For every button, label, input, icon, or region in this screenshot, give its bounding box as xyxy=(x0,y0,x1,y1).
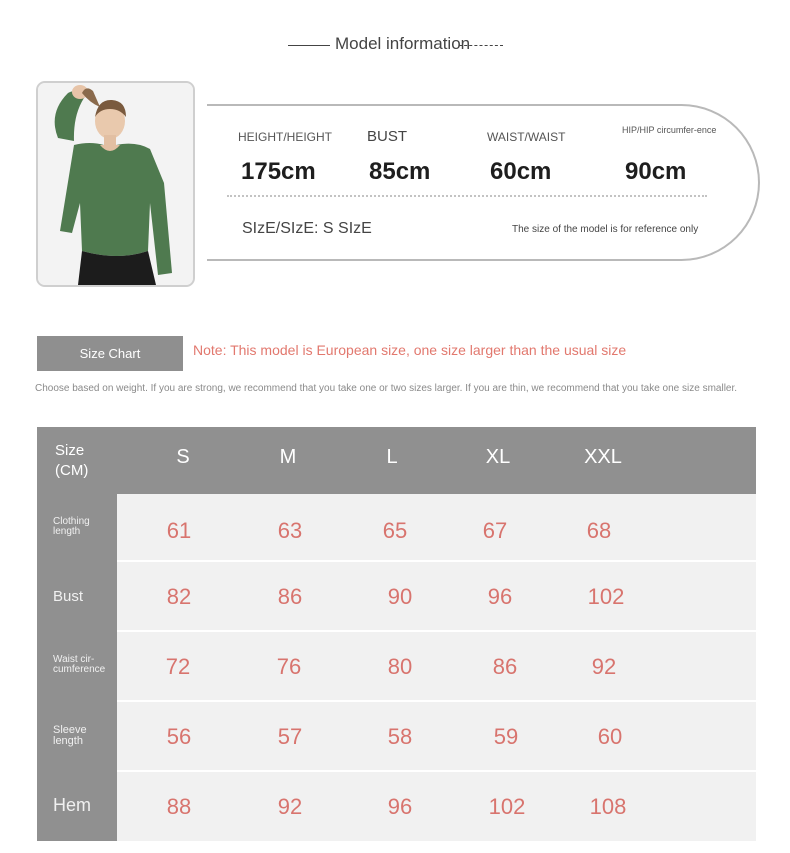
table-cell: 88 xyxy=(166,794,192,819)
height-label: HEIGHT/HEIGHT xyxy=(238,130,333,144)
row-label-line1: Clothing xyxy=(53,516,90,527)
size-cm-header xyxy=(55,441,88,481)
row-label-line2: length xyxy=(53,735,83,747)
size-chart-tab: Size Chart xyxy=(37,336,183,371)
size-table xyxy=(37,427,756,841)
row-label-line2: cumference xyxy=(53,664,106,675)
table-label-column xyxy=(37,427,117,841)
row-label-hem xyxy=(53,795,91,816)
table-cell: 80 xyxy=(387,654,413,679)
table-cell: 86 xyxy=(492,654,518,679)
table-cell: 58 xyxy=(387,724,413,749)
table-cell: 63 xyxy=(277,518,303,543)
table-cell: 57 xyxy=(277,724,303,749)
model-size: SIzE/SIzE: S SIzE xyxy=(242,220,372,237)
size-header-xxl: XXL xyxy=(584,446,622,468)
size-advice: Choose based on weight. If you are strong, we recommend that you take one or two sizes larger. If you are thin, we recommend that you take one size smaller. xyxy=(35,383,738,394)
height-value: 175cm xyxy=(241,158,316,185)
page-title: Model information xyxy=(335,34,471,53)
table-cell: 59 xyxy=(493,724,519,749)
table-cell: 90 xyxy=(387,584,413,609)
row-label-sleeve-length xyxy=(53,725,87,747)
table-cell: 92 xyxy=(591,654,617,679)
table-cell: 72 xyxy=(165,654,191,679)
table-cell: 96 xyxy=(387,794,413,819)
table-cell: 96 xyxy=(487,584,513,609)
size-header-l: L xyxy=(386,446,398,468)
model-info-card xyxy=(207,104,760,261)
table-cell: 82 xyxy=(166,584,192,609)
bust-label: BUST xyxy=(367,128,408,145)
table-cell: 102 xyxy=(488,794,526,819)
table-cell: 108 xyxy=(589,794,627,819)
table-cell: 61 xyxy=(166,518,192,543)
row-label-line1: Waist cir- xyxy=(53,654,95,665)
model-illustration xyxy=(38,83,193,285)
table-cell: 76 xyxy=(276,654,302,679)
table-cell: 86 xyxy=(277,584,303,609)
row-label-waist-circumference xyxy=(53,655,105,675)
model-photo xyxy=(36,81,195,287)
table-cell: 92 xyxy=(277,794,303,819)
waist-label: WAIST/WAIST xyxy=(487,130,566,144)
hip-label: HIP/HIP circumfer-ence xyxy=(622,125,717,135)
row-label-line1: Hem xyxy=(53,795,92,815)
bust-value: 85cm xyxy=(369,158,431,185)
row-divider xyxy=(117,770,756,772)
row-label-line2: length xyxy=(53,526,81,537)
table-cell: 102 xyxy=(587,584,625,609)
hip-value: 90cm xyxy=(625,158,687,185)
size-header-line2: (CM) xyxy=(55,462,89,479)
title-divider-left xyxy=(288,45,330,46)
row-label-line1: Sleeve xyxy=(53,724,87,736)
row-divider xyxy=(117,560,756,562)
section-title xyxy=(0,34,790,56)
waist-value: 60cm xyxy=(490,158,552,185)
table-cell: 67 xyxy=(482,518,508,543)
row-label-line1: Bust xyxy=(53,588,84,605)
row-divider xyxy=(117,630,756,632)
reference-note: The size of the model is for reference only xyxy=(512,224,699,235)
title-divider-right xyxy=(459,45,503,46)
dotted-divider xyxy=(227,195,707,197)
table-cell: 60 xyxy=(597,724,623,749)
size-header-m: M xyxy=(279,446,297,468)
row-label-bust xyxy=(53,588,83,605)
size-note: Note: This model is European size, one size larger than the usual size xyxy=(193,342,627,358)
size-header-s: S xyxy=(176,446,190,468)
table-cell: 65 xyxy=(382,518,408,543)
row-divider xyxy=(117,700,756,702)
table-cell: 56 xyxy=(166,724,192,749)
row-label-clothing-length xyxy=(53,517,90,537)
size-header-line1: Size xyxy=(55,442,85,459)
size-header-xl: XL xyxy=(485,446,511,468)
table-cell: 68 xyxy=(586,518,612,543)
